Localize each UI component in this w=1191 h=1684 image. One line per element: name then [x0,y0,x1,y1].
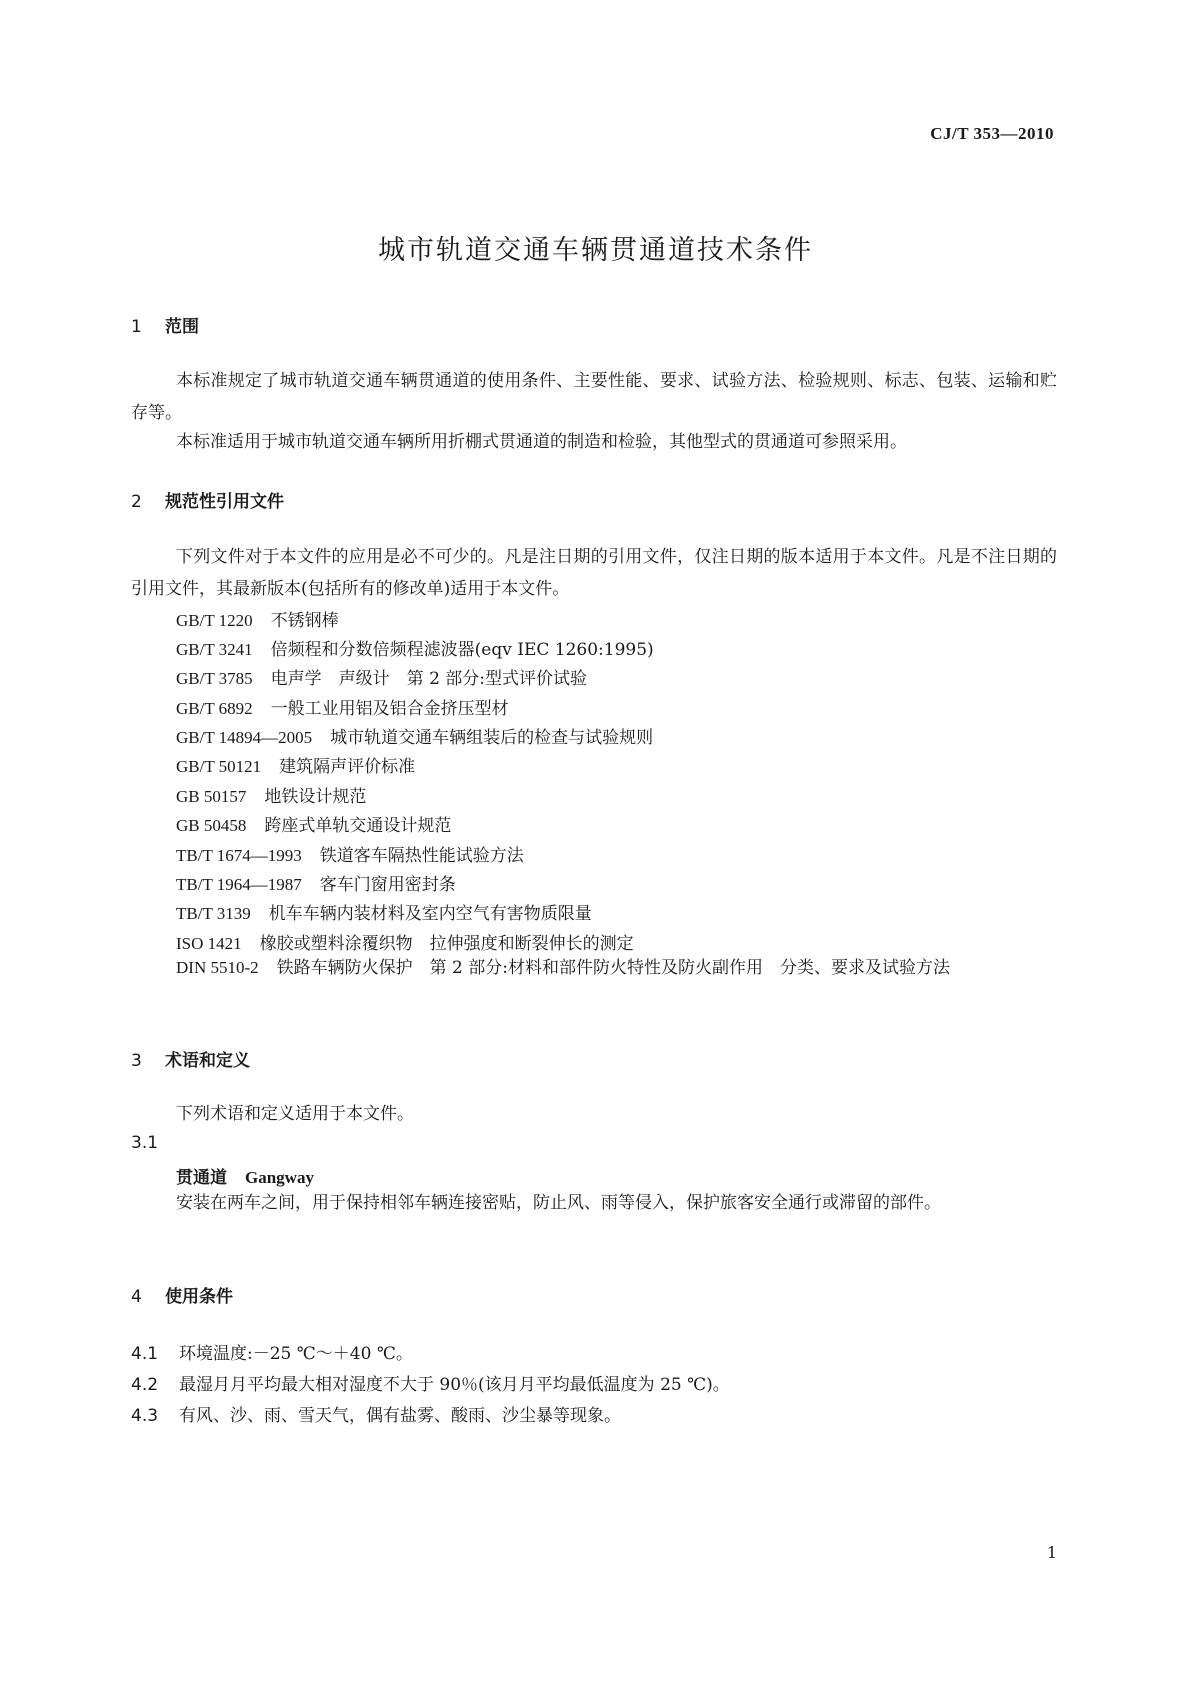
reference-title: 客车门窗用密封条 [319,875,456,895]
reference-title: 地铁设计规范 [264,787,367,807]
reference-item-multiline [131,952,1057,984]
standard-code: CJ/T 353—2010 [930,124,1054,143]
reference-title: 橡胶或塑料涂覆织物 拉伸强度和断裂伸长的测定 [259,934,634,954]
section-title: 范围 [165,317,199,337]
reference-item [176,694,509,719]
clause-number: 3.1 [131,1133,159,1153]
reference-item [176,723,653,748]
section-title: 规范性引用文件 [165,492,284,512]
reference-item [176,870,456,895]
condition-item [131,1339,413,1364]
condition-number: 4.3 [131,1406,159,1426]
section-title: 术语和定义 [165,1051,250,1071]
reference-item [176,752,415,777]
reference-title: 铁路车辆防火保护 第 2 部分:材料和部件防火特性及防火副作用 分类、要求及试验方法 [276,958,950,978]
terms-intro: 下列术语和定义适用于本文件。 [176,1104,414,1124]
term-english: Gangway [245,1168,314,1187]
reference-code: GB/T 14894—2005 [176,728,313,747]
condition-text: 最湿月月平均最大相对湿度不大于 90％(该月月平均最低温度为 25 ℃)。 [179,1375,730,1395]
condition-item [131,1370,730,1395]
reference-item [176,664,587,689]
reference-code: GB/T 3785 [176,669,253,688]
term-definition: 安装在两车之间，用于保持相邻车辆连接密贴，防止风、雨等侵入，保护旅客安全通行或滞留的部件。 [176,1193,941,1213]
condition-number: 4.1 [131,1344,159,1364]
scope-paragraph-2: 本标准适用于城市轨道交通车辆所用折棚式贯通道的制造和检验，其他型式的贯通道可参照采用。 [176,432,907,452]
condition-item [131,1401,621,1426]
reference-code: TB/T 1674—1993 [176,846,302,865]
reference-code: GB 50157 [176,787,247,806]
reference-item [176,841,524,866]
reference-title: 建筑隔声评价标准 [279,757,416,777]
term-entry [176,1163,314,1188]
term-chinese: 贯通道 [176,1168,227,1188]
reference-item [176,811,451,836]
reference-title: 跨座式单轨交通设计规范 [264,816,452,836]
condition-number: 4.2 [131,1375,159,1395]
section-number: 2 [131,492,142,512]
reference-title: 一般工业用铝及铝合金挤压型材 [270,699,509,719]
section-4-heading [131,1282,233,1307]
reference-code: GB/T 6892 [176,699,253,718]
reference-item [176,606,339,631]
page-number: 1 [1046,1543,1057,1562]
reference-code: ISO 1421 [176,934,242,953]
section-2-heading [131,487,284,512]
section-number: 3 [131,1051,142,1071]
reference-code: TB/T 3139 [176,904,251,923]
reference-title: 电声学 声级计 第 2 部分:型式评价试验 [270,669,588,689]
condition-text: 环境温度:－25 ℃～＋40 ℃。 [179,1344,413,1364]
condition-text: 有风、沙、雨、雪天气，偶有盐雾、酸雨、沙尘暴等现象。 [179,1406,621,1426]
section-3-heading [131,1046,250,1071]
reference-code: GB/T 3241 [176,640,253,659]
reference-title: 城市轨道交通车辆组装后的检查与试验规则 [330,728,654,748]
reference-title: 铁道客车隔热性能试验方法 [319,846,524,866]
reference-code: TB/T 1964—1987 [176,875,302,894]
section-title: 使用条件 [165,1287,233,1307]
reference-item [176,635,654,660]
reference-item [176,782,366,807]
reference-item [176,899,592,924]
section-1-heading [131,312,199,337]
section-number: 4 [131,1287,142,1307]
reference-title: 机车车辆内装材料及室内空气有害物质限量 [268,904,592,924]
scope-paragraph-1: 本标准规定了城市轨道交通车辆贯通道的使用条件、主要性能、要求、试验方法、检验规则、标志、包装、运输和贮存等。 [131,371,1057,423]
references-intro: 下列文件对于本文件的应用是必不可少的。凡是注日期的引用文件，仅注日期的版本适用于本文件。凡是不注日期的引用文件，其最新版本(包括所有的修改单)适用于本文件。 [131,547,1057,599]
reference-title: 倍频程和分数倍频程滤波器(eqv IEC 1260:1995) [270,640,654,660]
section-number: 1 [131,317,142,337]
reference-code: GB/T 50121 [176,757,262,776]
reference-title: 不锈钢棒 [270,611,339,631]
reference-code: DIN 5510-2 [176,958,259,977]
reference-code: GB/T 1220 [176,611,253,630]
reference-code: GB 50458 [176,816,247,835]
reference-item [176,929,634,954]
document-title: 城市轨道交通车辆贯通道技术条件 [378,235,813,266]
